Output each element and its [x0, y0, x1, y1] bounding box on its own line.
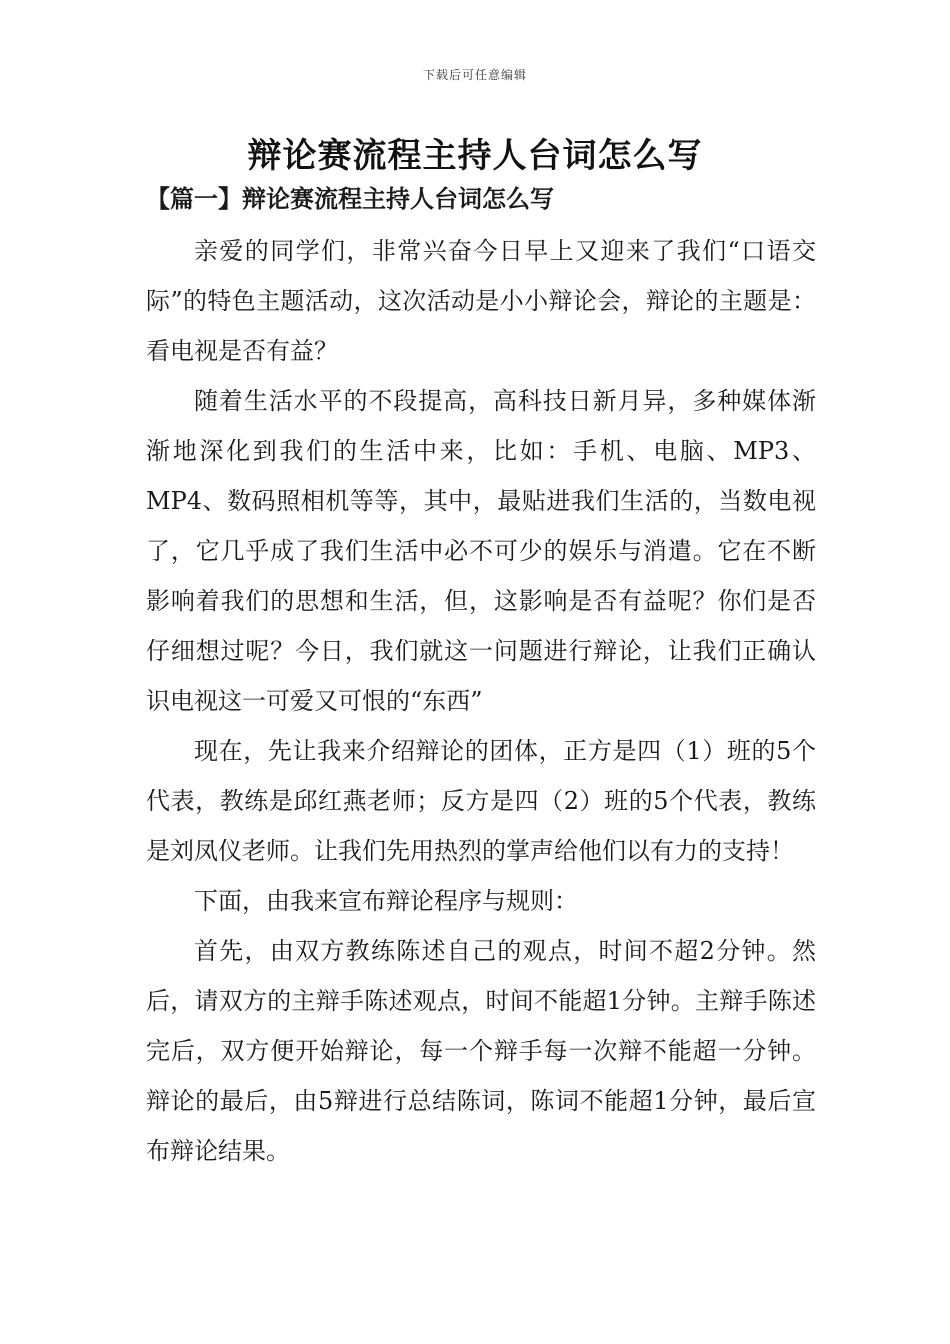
- document-body: [146, 226, 816, 1176]
- page-title: 辩论赛流程主持人台词怎么写: [247, 136, 703, 176]
- paragraph-background: 随着生活水平的不段提高，高科技日新月异，多种媒体渐渐地深化到我们的生活中来，比如：手机、电脑、MP3、MP4、数码照相机等等，其中，最贴进我们生活的，当数电视了，它几乎成了我们生活中必不可少的娱乐与消遣。它在不断影响着我们的思想和生活，但，这影响是否有益呢？你们是否仔细想过呢？今日，我们就这一问题进行辩论，让我们正确认识电视这一可爱又可恨的“东西”: [146, 387, 816, 715]
- paragraph-teams: 现在，先让我来介绍辩论的团体，正方是四（1）班的5个代表，教练是邱红燕老师；反方是四（2）班的5个代表，教练是刘凤仪老师。让我们先用热烈的掌声给他们以有力的支持！: [146, 737, 816, 865]
- paragraph-intro: 亲爱的同学们，非常兴奋今日早上又迎来了我们“口语交际”的特色主题活动，这次活动是小小辩论会，辩论的主题是：看电视是否有益？: [146, 237, 816, 365]
- paragraph-rules-intro: 下面，由我来宣布辩论程序与规则：: [194, 887, 578, 915]
- section-heading: 【篇一】辩论赛流程主持人台词怎么写: [146, 184, 554, 213]
- paragraph-rules: 首先，由双方教练陈述自己的观点，时间不超2分钟。然后，请双方的主辩手陈述观点，时间不能超1分钟。主辩手陈述完后，双方便开始辩论，每一个辩手每一次辩不能超一分钟。辩论的最后，由5辩进行总结陈词，陈词不能超1分钟，最后宣布辩论结果。: [146, 937, 816, 1165]
- header-note: 下载后可任意编辑: [422, 68, 527, 82]
